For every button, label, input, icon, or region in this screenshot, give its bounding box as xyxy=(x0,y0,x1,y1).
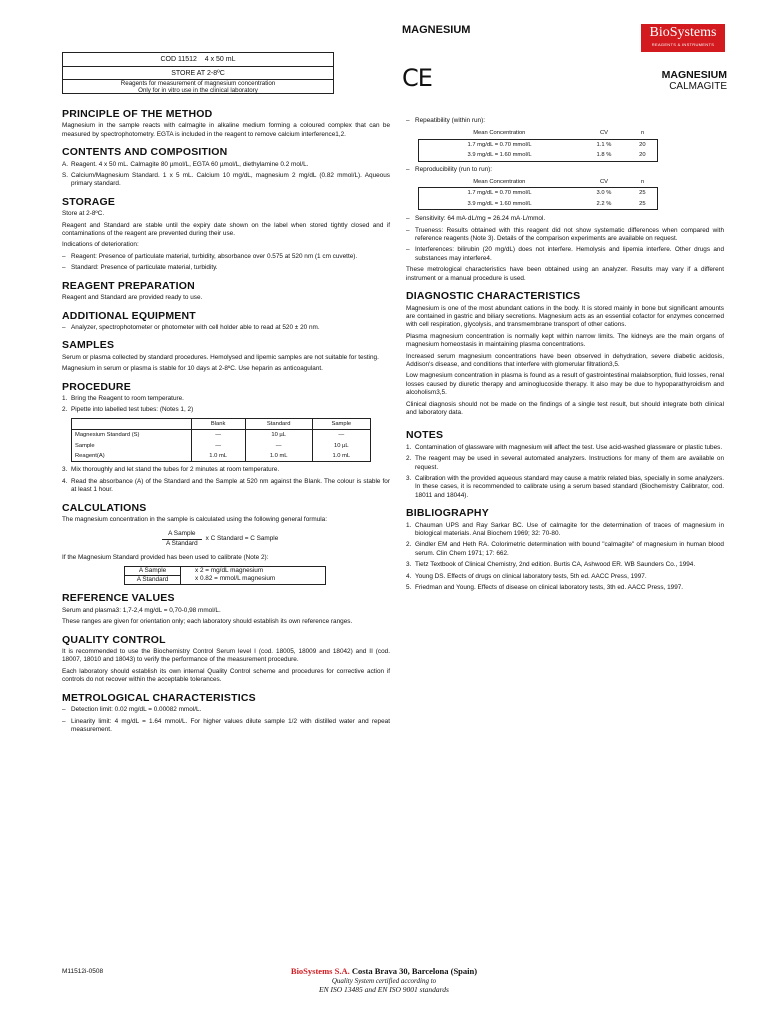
reference-3: 3. Tietz Textbook of Clinical Chemistry, 2nd edition. Burtis CA, Ashwood ER. WB Saunders Co., 1994. xyxy=(406,561,696,569)
box-result-mmol: x 0.82 = mmol/L magnesium xyxy=(195,575,276,583)
reference-4: 4. Young DS. Effects of drugs on clinical laboratory tests, 5th ed. AACC Press, 1997. xyxy=(406,572,647,580)
storage-deterioration: Indications of deterioration: xyxy=(62,241,139,249)
samples-text-2: Magnesium in serum or plasma is stable for 10 days at 2-8ºC. Use heparin as anticoagulant. xyxy=(62,365,323,373)
diagnostic-text-2: Plasma magnesium concentration is normally kept within narrow limits. The kidneys are the main organs of magnesium homeostasis in maintaining plasma concentrations. xyxy=(406,332,724,349)
sensitivity: – Sensitivity: 64 mA·dL/mg = 26.24 mA·L/mmol. xyxy=(406,215,546,223)
table-row: 3.9 mg/dL = 1.60 mmol/L 2.2 % 25 xyxy=(419,199,658,210)
table-row: 1.7 mg/dL = 0.70 mmol/L 3.0 % 25 xyxy=(419,188,658,199)
heading-preparation: REAGENT PREPARATION xyxy=(62,279,195,292)
quality-line-1: Quality System certified according to xyxy=(331,977,437,985)
pipetting-table xyxy=(71,418,371,463)
note-3: 3. Calibration with the provided aqueous standard may cause a matrix related bias, specially in some analyzers. In these cases, it is recommended to calibrate using a serum based standard (Biochemistry Calibrator, cod. 18011 and 18044). xyxy=(406,475,724,499)
standard-formula-box xyxy=(124,566,326,586)
procedure-step-1: 1. Bring the Reagent to room temperature. xyxy=(62,394,184,402)
reference-2: 2. Gindler EM and Heth RA. Colorimetric determination with bound "calmagite" of magnesium in human blood serum. Clin Chem 1971; 17: 662. xyxy=(406,541,724,557)
procedure-step-4: 4. Read the absorbance (A) of the Standard and the Sample at 520 nm against the Blank. The colour is stable for at least 1 hour. xyxy=(62,477,390,494)
document-title: MAGNESIUM xyxy=(402,24,471,36)
right-subtitle: CALMAGITE xyxy=(669,81,727,92)
heading-quality-control: QUALITY CONTROL xyxy=(62,633,166,646)
heading-calculations: CALCULATIONS xyxy=(62,501,147,514)
metrological-note: These metrological characteristics have been obtained using an analyzer. Results may vary if a different instrument or a manual procedure is used. xyxy=(406,266,724,282)
content-item-reagent: A. Reagent. 4 x 50 mL. Calmagite 80 µmol/L, EGTA 60 µmol/L, diethylamine 0.2 mol/L. xyxy=(62,160,309,168)
heading-reference: REFERENCE VALUES xyxy=(62,592,175,605)
content-item-standard: S. Calcium/Magnesium Standard. 1 x 5 mL. Calcium 10 mg/dL, magnesium 2 mg/dL (0.82 mmol/L). Aqueous primary standard. xyxy=(62,172,390,188)
company-name: BioSystems S.A. xyxy=(290,966,350,976)
right-title: MAGNESIUM xyxy=(661,69,727,81)
note-1: 1. Contamination of glassware with magnesium will affect the test. Use acid-washed glassware or plastic tubes. xyxy=(406,443,723,451)
repeatability-table xyxy=(418,128,658,161)
reference-values: Serum and plasma3: 1,7-2,4 mg/dL = 0,70-0,98 mmol/L. xyxy=(62,606,221,614)
diagnostic-text-4: Low magnesium concentration in plasma is found as a result of gastrointestinal malabsorption, fluid losses, renal losses caused by diuretic therapy and aminoglucoside therapy. It also may be due to hypoparathyroidism and alcoholism3,5. xyxy=(406,372,724,397)
table-header-row: Blank Standard Sample xyxy=(72,418,371,429)
table-header-row: Mean Concentration CV n xyxy=(473,179,645,186)
reference-note: These ranges are given for orientation only; each laboratory should establish its own reference ranges. xyxy=(62,618,353,626)
product-info-box xyxy=(62,52,334,94)
preparation-text: Reagent and Standard are provided ready to use. xyxy=(62,294,203,302)
reproducibility-label: – Reproducibility (run to run): xyxy=(406,165,493,173)
qc-text-2: Each laboratory should establish its own internal Quality Control scheme and procedures for corrective action if controls do not recover within the acceptable tolerances. xyxy=(62,667,390,684)
heading-diagnostic: DIAGNOSTIC CHARACTERISTICS xyxy=(406,290,581,303)
formula-rest: x C Standard = C Sample xyxy=(205,535,279,543)
heading-contents: CONTENTS AND COMPOSITION xyxy=(62,146,228,159)
product-code-row: COD 11512 4 x 50 mL xyxy=(63,53,333,67)
footer-company-line xyxy=(200,966,568,976)
logo-tag: REAGENTS & INSTRUMENTS xyxy=(651,42,715,47)
company-address: Costa Brava 30, Barcelona (Spain) xyxy=(351,966,478,976)
qc-text-1: It is recommended to use the Biochemistry Control Serum level I (cod. 18005, 18009 and 18042) and II (cod. 18007, 18010 and 18043) to verify the performance of the measurement procedure. xyxy=(62,648,390,664)
biosystems-logo xyxy=(641,24,725,52)
interferences: – Interferences: bilirubin (20 mg/dL) does not interfere. Hemolysis and lipemia interfere. Other drugs and substances may interfere4. xyxy=(406,246,724,262)
note-2: 2. The reagent may be used in several automated analyzers. Instructions for many of them are available on request. xyxy=(406,455,724,471)
table-header-row: Mean Concentration CV n xyxy=(473,130,645,137)
calculations-text-2: If the Magnesium Standard provided has been used to calibrate (Note 2): xyxy=(62,554,269,562)
box-numerator: A Sample xyxy=(125,567,180,576)
reference-1: 1. Chauman UPS and Ray Sarkar BC. Use of calmagite for the determination of traces of magnesium in biological materials. Anal Biochem 1969; 32: 70-80. xyxy=(406,521,724,538)
heading-notes: NOTES xyxy=(406,429,444,442)
footer-address-block xyxy=(200,966,568,994)
storage-row: STORE AT 2-8ºC xyxy=(63,67,333,80)
formula-numerator: A Sample xyxy=(162,530,202,539)
logo-name: BioSystems xyxy=(649,25,717,40)
procedure-step-3: 3. Mix thoroughly and let stand the tubes for 2 minutes at room temperature. xyxy=(62,466,280,474)
detection-limit: – Detection limit: 0.02 mg/dL = 0.00082 mmol/L. xyxy=(62,706,202,714)
heading-procedure: PROCEDURE xyxy=(62,380,131,393)
diagnostic-text-3: Increased serum magnesium concentrations have been observed in dehydration, severe diabetic acidosis, Addison's disease, and conditions that interfere with glomerular filtration3,5. xyxy=(406,352,724,368)
deterioration-standard: – Standard: Presence of particulate material, turbidity. xyxy=(62,264,218,272)
repeatability-label: – Repeatibility (within run): xyxy=(406,117,485,124)
box-result-mgdl: x 2 = mg/dL magnesium xyxy=(195,566,264,574)
heading-metrological: METROLOGICAL CHARACTERISTICS xyxy=(62,691,256,704)
linearity-limit: – Linearity limit: 4 mg/dL = 1.64 mmol/L. For higher values dilute sample 1/2 with distilled water and repeat measurement. xyxy=(62,717,390,733)
table-row: 3.9 mg/dL = 1.60 mmol/L 1.8 % 20 xyxy=(419,150,658,161)
description-row: Reagents for measurement of magnesium concentration Only for in vitro use in the clinical laboratory xyxy=(120,80,276,94)
formula-denominator: A Standard xyxy=(166,539,198,547)
table-row: Magnesium Standard (S) — 10 µL — xyxy=(72,430,371,441)
heading-bibliography: BIBLIOGRAPHY xyxy=(406,507,489,520)
general-formula xyxy=(162,530,390,548)
heading-principle: PRINCIPLE OF THE METHOD xyxy=(62,108,213,120)
reference-5: 5. Friedman and Young. Effects of disease on clinical laboratory tests, 3th ed. AACC Press, 1997. xyxy=(406,584,684,592)
reproducibility-table xyxy=(418,177,658,210)
ce-mark: CE xyxy=(402,64,432,92)
table-row: 1.7 mg/dL = 0.70 mmol/L 1.1 % 20 xyxy=(419,139,658,150)
left-column xyxy=(62,110,390,737)
equipment-item: – Analyzer, spectrophotometer or photometer with cell holder able to read at 520 ± 20 nm. xyxy=(62,323,320,331)
heading-samples: SAMPLES xyxy=(62,339,115,352)
diagnostic-text-5: Clinical diagnosis should not be made on the findings of a single test result, but should integrate both clinical and laboratory data. xyxy=(406,400,724,416)
quality-line-2: EN ISO 13485 and EN ISO 9001 standards xyxy=(319,985,449,994)
heading-equipment: ADDITIONAL EQUIPMENT xyxy=(62,309,196,322)
heading-storage: STORAGE xyxy=(62,195,116,208)
principle-text: Magnesium in the sample reacts with calmagite in alkaline medium forming a coloured complex that can be measured by spectrophotometry. EGTA is included in the reagent to remove calcium interference1,2. xyxy=(62,122,390,138)
calculations-text-1: The magnesium concentration in the sample is calculated using the following general formula: xyxy=(62,516,328,523)
diagnostic-text-1: Magnesium is one of the most abundant cations in the body. It is stored mainly in bone but significant amounts are contained in gastric and biliary secretions. Magnesium acts as an essential cofactor for enzymes concerned with cell respiration, glycolysis, and transmembrane transport of other cations. xyxy=(406,304,724,329)
storage-stability: Reagent and Standard are stable until the expiry date shown on the label when stored tightly closed and if contaminations of the reagent are prevented during their use. xyxy=(62,221,390,238)
deterioration-reagent: – Reagent: Presence of particulate material, turbidity, absorbance over 0.575 at 520 nm (1 cm cuvette). xyxy=(62,252,358,260)
table-row: Sample — — 10 µL xyxy=(72,441,371,451)
storage-temp: Store at 2-8ºC. xyxy=(62,210,105,218)
right-column xyxy=(406,117,724,595)
samples-text-1: Serum or plasma collected by standard procedures. Hemolysed and lipemic samples are not suitable for testing. xyxy=(62,353,379,361)
trueness: – Trueness: Results obtained with this reagent did not show systematic differences when compared with reference reagents (Note 3). Details of the comparison experiments are available on request. xyxy=(406,226,724,243)
box-denominator: A Standard xyxy=(136,576,169,584)
table-row: Reagent(A) 1.0 mL 1.0 mL 1.0 mL xyxy=(72,451,371,462)
document-code: M11512i-0508 xyxy=(62,968,104,975)
procedure-step-2: 2. Pipette into labelled test tubes: (Notes 1, 2) xyxy=(62,406,194,414)
